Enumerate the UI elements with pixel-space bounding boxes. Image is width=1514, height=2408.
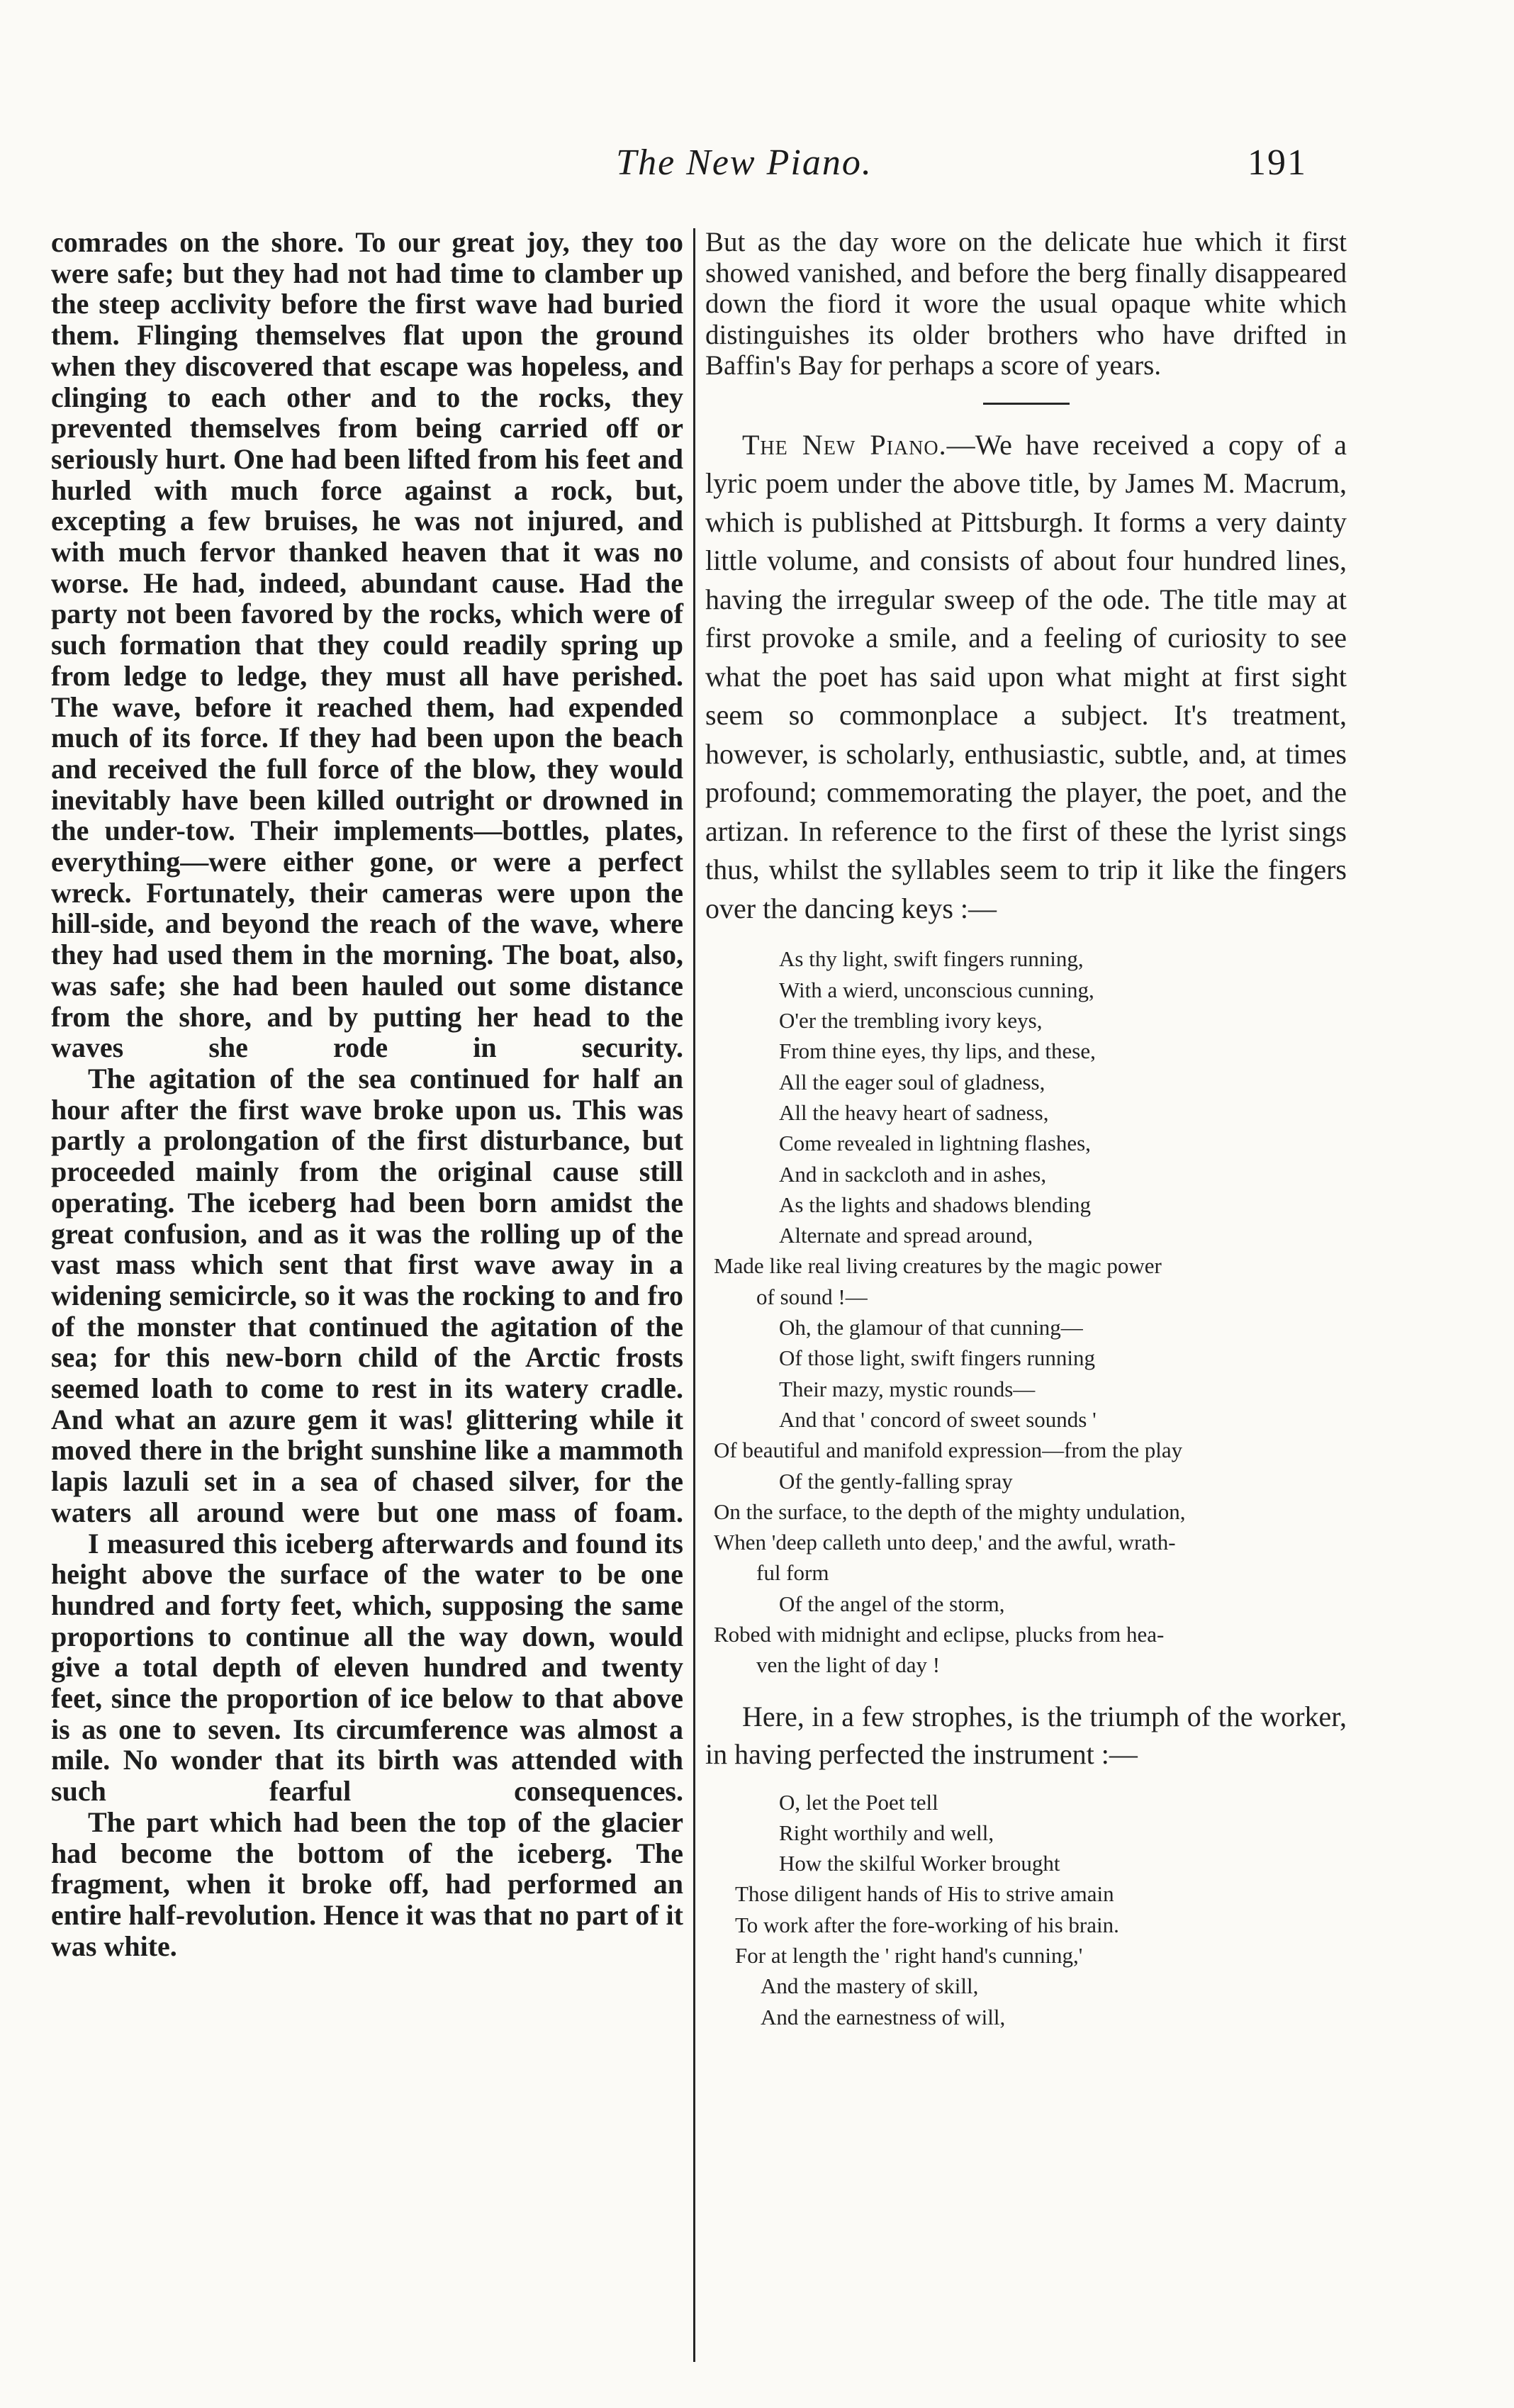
poem-line: And the mastery of skill, [761, 1973, 979, 1999]
left-paragraph-2: The agitation of the sea continued for half an hour after the first wave broke upon us. This was partly a prolongation of the first disturbance, but proceeded mainly from the original cause still operating. The iceberg had been born amidst the great confusion, and as it was the rolling up of the vast mass which sent that first wave away in a widening semicircle, so it was the rocking to and fro of the monster that continued the agitation of the sea; for this new-born child of the Arctic frosts seemed loath to come to rest in its watery cradle. And what an azure gem it was! glittering while it moved there in the bright sunshine like a mammoth lapis lazuli set in a sea of chased silver, for the waters all around were but one mass of foam. [51, 1062, 683, 1528]
poem-line: Alternate and spread around, [779, 1223, 1033, 1248]
poem-line: And the earnestness of will, [761, 2004, 1006, 2029]
left-paragraph-1: comrades on the shore. To our great joy, they too were safe; but they had not had time to clamber up the steep acclivity before the first wave had buried them. Flinging themselves flat upon the ground when they discovered that escape was hopeless, and clinging to each other and to the rocks, they prevented themselves from being carried off or seriously hurt. One had been lifted from his feet and hurled with much force against a rock, but, excepting a few bruises, he was not injured, and with much fervor thanked heaven that it was no worse. He had, indeed, abundant cause. Had the party not been favored by the rocks, which were of such formation that they could readily spring up from ledge to ledge, they must all have perished. The wave, before it reached them, had expended much of its force. If they had been upon the beach and received the full force of the blow, they would inevitably have been killed outright or drowned in the under-tow. Their implements—bottles, plates, everything—were either gone, or were a perfect wreck. Fortunately, their cameras were upon the hill-side, and beyond the reach of the wave, where they had used them in the morning. The boat, also, was safe; she had been hauled out some distance from the shore, and by putting her head to the waves she rode in security. [51, 226, 683, 1064]
poem-line: ful form [756, 1560, 829, 1586]
poem-line: For at length the ' right hand's cunning,' [735, 1943, 1083, 1969]
poem-excerpt-2 [705, 1787, 1347, 2032]
poem-line: Of the angel of the storm, [779, 1591, 1005, 1616]
poem-line: O'er the trembling ivory keys, [779, 1008, 1043, 1034]
poem-line: Oh, the glamour of that cunning— [779, 1315, 1083, 1340]
new-piano-notice [705, 426, 1347, 929]
poem-line: Of the gently-falling spray [779, 1468, 1013, 1494]
poem-line: From thine eyes, thy lips, and these, [779, 1038, 1096, 1064]
poem-line: O, let the Poet tell [779, 1789, 938, 1815]
poem-line: How the skilful Worker brought [779, 1851, 1060, 1876]
running-header-title: The New Piano. [616, 142, 873, 183]
left-paragraph-3: I measured this iceberg afterwards and found its height above the surface of the water to be one hundred and forty feet, which, supposing the same proportions to continue all the way down, would give a total depth of eleven hundred and twenty feet, since the proportion of ice below to that above is as one to seven. Its circumference was almost a mile. No wonder that its birth was attended with such fearful consequences. [51, 1527, 683, 1808]
poem-line: Their mazy, mystic rounds— [779, 1376, 1036, 1401]
poem-line: All the eager soul of gladness, [779, 1069, 1045, 1094]
left-column [51, 227, 683, 1961]
poem-line: With a wierd, unconscious cunning, [779, 977, 1094, 1002]
poem-line: ven the light of day ! [756, 1652, 941, 1678]
poem-line: Come revealed in lightning flashes, [779, 1131, 1091, 1156]
section-rule [983, 403, 1070, 405]
poem-line: Of those light, swift fingers running [779, 1345, 1096, 1371]
page-number: 191 [1247, 142, 1307, 183]
column-divider [693, 228, 695, 2362]
poem-line: When 'deep calleth unto deep,' and the awful, wrath- [714, 1530, 1176, 1555]
left-paragraph-4: The part which had been the top of the glacier had become the bottom of the iceberg. The fragment, when it broke off, had performed an entire half-revolution. Hence it was that no part of it was white. [51, 1805, 683, 1962]
poem-line: As the lights and shadows blending [779, 1192, 1091, 1217]
poem-line: Robed with midnight and eclipse, plucks from hea- [714, 1622, 1165, 1647]
poem-line: Those diligent hands of His to strive amain [735, 1881, 1114, 1907]
poem-line: All the heavy heart of sadness, [779, 1099, 1049, 1125]
poem-line: Right worthily and well, [779, 1820, 994, 1845]
poem-line: As thy light, swift fingers running, [779, 946, 1084, 972]
poem-line: And in sackcloth and in ashes, [779, 1161, 1047, 1187]
notice-body: —We have received a copy of a lyric poem under the above title, by James M. Macrum, which is published at Pittsburgh. It forms a very dainty little volume, and consists of about four hundred lines, having the irregular sweep of the ode. The title may at first provoke a smile, and a feeling of curiosity to see what the poet has said upon what might at first sight seem so commonplace a subject. It's treatment, however, is scholarly, enthusiastic, subtle, and, at times profound; commemorating the player, the poet, and the artizan. In reference to the first of these the lyrist sings thus, whilst the syllables seem to trip it like the fingers over the dancing keys :— [705, 428, 1347, 924]
notice-lead: The New Piano. [742, 428, 947, 461]
poem-line: To work after the fore-working of his brain. [735, 1912, 1119, 1937]
poem-line: And that ' concord of sweet sounds ' [779, 1406, 1097, 1432]
poem-line: On the surface, to the depth of the mighty undulation, [714, 1499, 1186, 1524]
strophe-intro: Here, in a few strophes, is the triumph of the worker, in having perfected the instrument :— [705, 1700, 1347, 1770]
poem-excerpt-1 [705, 943, 1347, 1680]
poem-line: Made like real living creatures by the magic power [714, 1253, 1162, 1279]
poem-line: Of beautiful and manifold expression—from the play [714, 1438, 1183, 1463]
iceberg-closing-paragraph: But as the day wore on the delicate hue which it first showed vanished, and before the berg finally disappeared down the fiord it wore the usual opaque white which distinguishes its older brothers who have drifted in Baffin's Bay for perhaps a score of years. [705, 227, 1347, 381]
poem-line: of sound !— [756, 1284, 868, 1309]
right-column [705, 227, 1347, 2032]
